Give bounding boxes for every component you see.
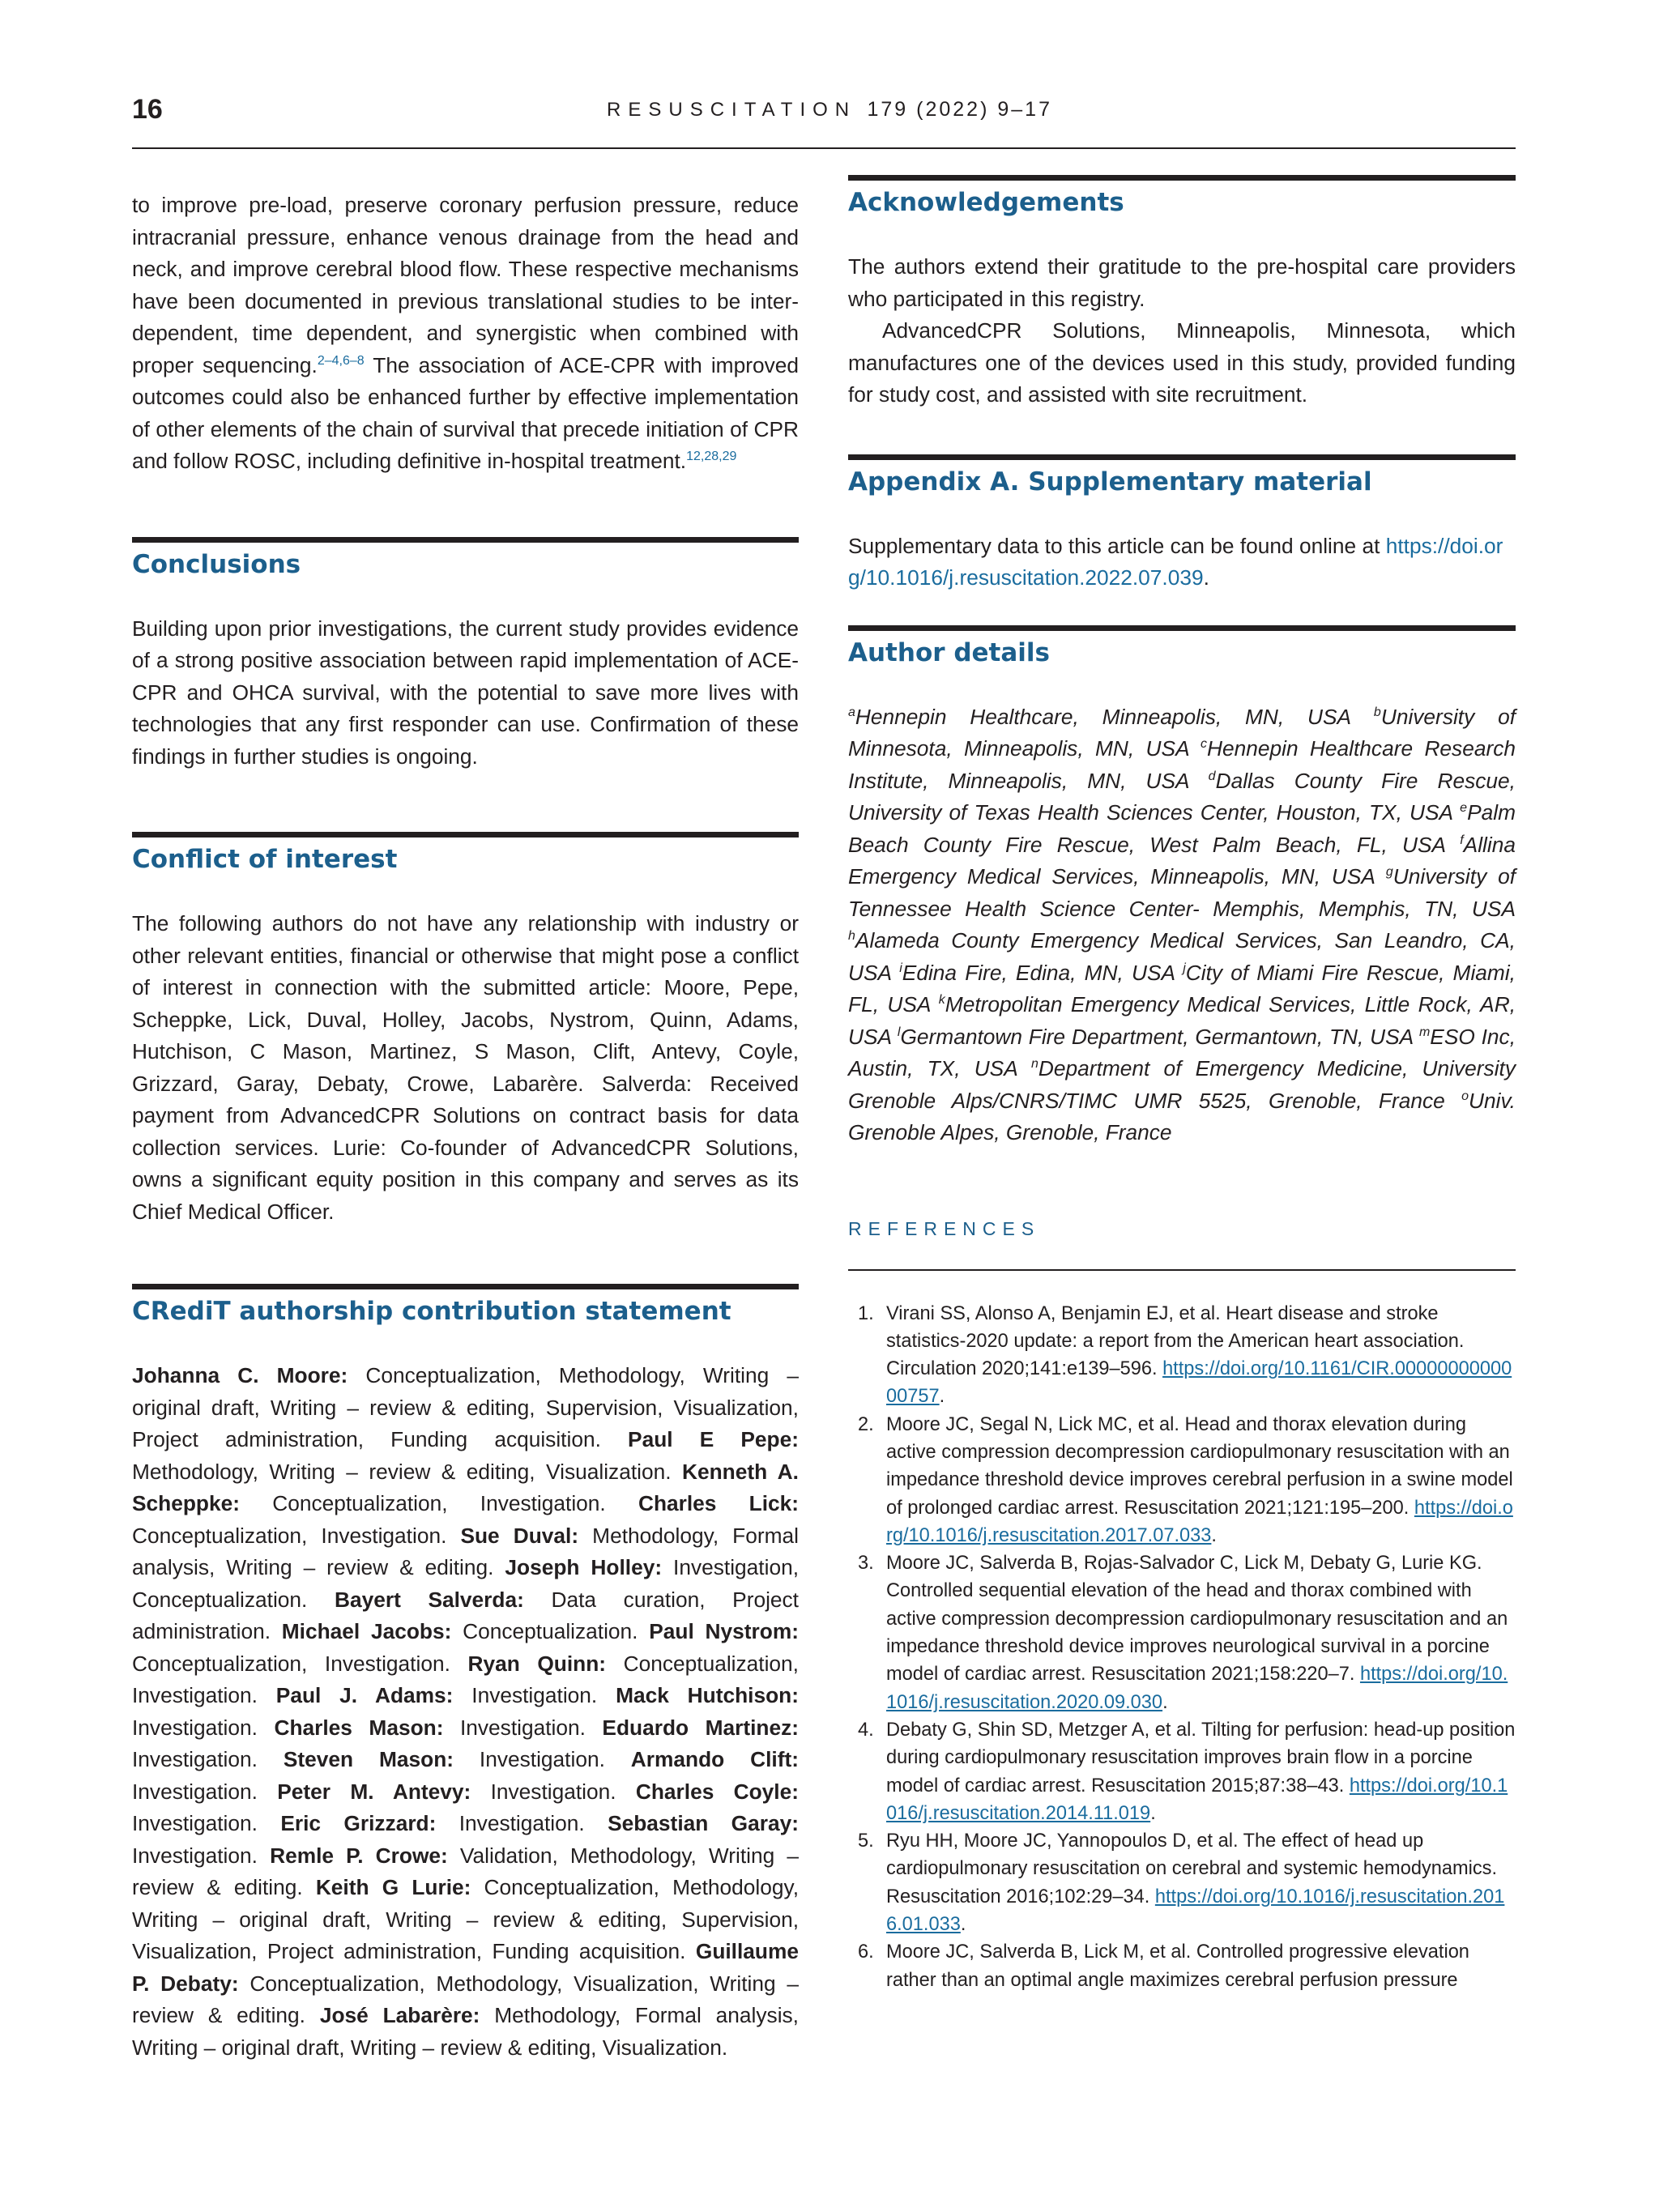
affiliation-text: Palm Beach County Fire Rescue, West Palm Beach, FL, USA [848, 800, 1516, 857]
affiliation-mark: a [848, 705, 855, 719]
credit-author-roles: Methodology, Formal analysis, Writing – original draft, Writing – review & editing, Visualization. [132, 2003, 799, 2060]
conclusions-body: Building upon prior investigations, the current study provides evidence of a strong positive association between rapid implementation of ACE-CPR and OHCA survival, with the potential to save more lives with technologies that any first responder can use. Confirmation of these findings in further studies is ongoing. [132, 616, 799, 769]
acknowledgements-p2: AdvancedCPR Solutions, Minneapolis, Minnesota, which manufactures one of the devices used in this study, provided funding for study cost, and assisted with site recruitment. [848, 318, 1516, 407]
affiliation-mark: f [1460, 833, 1464, 847]
affiliation-text: University of Minnesota, Minneapolis, MN, USA [848, 704, 1516, 761]
affiliation-text: Department of Emergency Medicine, University Grenoble Alps/CNRS/TIMC UMR 5525, Grenoble, France [848, 1056, 1516, 1113]
reference-doi-link[interactable]: https://doi.org/10.1016/j.resuscitation.2017.07.033 [886, 1497, 1513, 1546]
affiliation-mark: l [897, 1025, 901, 1039]
reference-number: 5. [858, 1831, 874, 1852]
affiliation-mark: o [1461, 1089, 1469, 1103]
author-details-heading: Author details [848, 625, 1516, 680]
credit-author-name: Armando Clift: [630, 1747, 799, 1771]
reference-end: . [1162, 1691, 1168, 1713]
reference-doi-link[interactable]: https://doi.org/10.1016/j.resuscitation.2014.11.019 [886, 1775, 1508, 1824]
reference-number: 3. [858, 1553, 874, 1575]
affiliations [848, 701, 1516, 1149]
credit-author-roles: Investigation. [132, 1843, 271, 1868]
affiliation-mark: k [938, 993, 945, 1008]
reference-end: . [960, 1914, 966, 1936]
credit-author-roles: Investigation. [132, 1779, 278, 1804]
credit-author-roles: Methodology, Formal analysis, Writing – review & editing. [132, 1523, 800, 1579]
credit-heading: CRediT authorship contribution statement [132, 1284, 799, 1339]
acknowledgements-heading: Acknowledgements [848, 175, 1516, 230]
credit-author-name: Eric Grizzard: [280, 1811, 437, 1835]
affiliation-text: Hennepin Healthcare Research Institute, Minneapolis, MN, USA [848, 736, 1516, 793]
intro-text-1: to improve pre-load, preserve coronary perfusion pressure, reduce intracranial pressure, enhance venous drainage from the head and neck, and improve cerebral blood flow. These respective mechanisms have been documented in previous translational studies to be inter-dependent, time dependent, and synergistic when combined with proper sequencing. [132, 193, 799, 377]
right-column [848, 170, 1516, 1994]
credit-author-name: Sue Duval: [460, 1523, 579, 1548]
credit-author-roles: Investigation. [132, 1715, 275, 1740]
supplementary-link[interactable]: https://doi.org/10.1016/j.resuscitation.2022.07.039 [848, 533, 1503, 590]
reference-item [848, 1716, 1516, 1827]
reference-text: Ryu HH, Moore JC, Yannopoulos D, et al. The effect of head up cardiopulmonary resuscitation on cerebral and systemic hemodynamics. Resuscitation 2016;102:29–34. [886, 1831, 1498, 1907]
header-rule [132, 147, 1516, 149]
credit-author-name: Bayert Salverda: [334, 1587, 524, 1612]
credit-author-roles: Investigation. [454, 1747, 631, 1771]
affiliation-text: Dallas County Fire Rescue, University of Texas Health Sciences Center, Houston, TX, USA [848, 768, 1516, 825]
affiliation-text: Metropolitan Emergency Medical Services, Little Rock, AR, USA [848, 992, 1516, 1049]
credit-author-name: Sebastian Garay: [608, 1811, 799, 1835]
citation-marker[interactable]: 2–4,6–8 [317, 353, 365, 368]
reference-item [848, 1549, 1516, 1716]
affiliation-mark: e [1460, 801, 1468, 816]
affiliation-text: Hennepin Healthcare, Minneapolis, MN, USA [855, 704, 1374, 729]
affiliation-text: Alameda County Emergency Medical Services, San Leandro, CA, USA [848, 928, 1516, 985]
credit-author-roles: Conceptualization, Investigation. [132, 1523, 461, 1548]
credit-author-roles: Investigation. [132, 1811, 281, 1835]
credit-author-name: Peter M. Antevy: [277, 1779, 471, 1804]
intro-text-2: The association of ACE-CPR with improved outcomes could also be enhanced further by effective implementation of other elements of the chain of survival that precede initiation of CPR and follow ROSC, including definitive in-hospital treatment. [132, 352, 799, 473]
conclusions-heading: Conclusions [132, 537, 799, 592]
reference-number: 1. [858, 1302, 874, 1324]
reference-text: Virani SS, Alonso A, Benjamin EJ, et al. Heart disease and stroke statistics-2020 update: a report from the American heart association. Circulation 2020;141:e139–596. [886, 1302, 1465, 1380]
reference-text: Moore JC, Salverda B, Lick M, et al. Controlled progressive elevation rather than an optimal angle maximizes cerebral perfusion pressure [886, 1941, 1469, 1991]
reference-end: . [1211, 1524, 1217, 1546]
reference-doi-link[interactable]: https://doi.org/10.1161/CIR.0000000000000757 [886, 1358, 1512, 1408]
credit-author-name: Steven Mason: [283, 1747, 454, 1771]
affiliation-mark: j [1183, 961, 1186, 975]
credit-author-roles: Conceptualization, Investigation. [132, 1651, 799, 1707]
left-column [132, 170, 799, 2064]
citation-marker[interactable]: 12,28,29 [686, 450, 737, 464]
affiliations-body [848, 701, 1516, 1149]
credit-author-name: Paul Nystrom: [649, 1619, 799, 1643]
running-head [0, 98, 1659, 121]
intro-paragraph [132, 190, 799, 478]
credit-author-name: Paul E Pepe: [628, 1427, 800, 1451]
affiliation-text: City of Miami Fire Rescue, Miami, FL, USA [848, 960, 1516, 1016]
references-rule [848, 1269, 1516, 1271]
credit-body [132, 1360, 799, 2064]
credit-author-name: Mack Hutchison: [616, 1683, 799, 1707]
journal-citation: 179 (2022) 9–17 [867, 98, 1052, 121]
affiliation-text: ESO Inc, Austin, TX, USA [848, 1024, 1516, 1080]
conflict-heading: Conflict of interest [132, 832, 799, 887]
affiliation-mark: b [1373, 705, 1381, 719]
reference-doi-link[interactable]: https://doi.org/10.1016/j.resuscitation.2016.01.033 [886, 1886, 1505, 1936]
reference-number: 4. [858, 1719, 874, 1741]
affiliation-mark: h [848, 929, 855, 944]
credit-author-name: Charles Lick: [638, 1491, 800, 1515]
credit-author-name: Michael Jacobs: [281, 1619, 452, 1643]
reference-end: . [939, 1386, 945, 1408]
affiliation-text: University of Tennessee Health Science Center- Memphis, Memphis, TN, USA [848, 864, 1516, 921]
credit-author-name: Remle P. Crowe: [270, 1843, 448, 1868]
appendix-text: Supplementary data to this article can be found online at [848, 533, 1386, 558]
appendix-body [848, 531, 1516, 595]
affiliation-mark: g [1385, 865, 1393, 880]
affiliation-mark: c [1200, 737, 1207, 752]
appendix-heading: Appendix A. Supplementary material [848, 454, 1516, 509]
reference-text: Moore JC, Segal N, Lick MC, et al. Head and thorax elevation during active compression decompression cardiopulmonary resuscitation with an impedance threshold device improves cerebral perfusion in a swine model of prolonged cardiac arrest. Resuscitation 2021;121:195–200. [886, 1413, 1513, 1519]
credit-author-roles: Conceptualization, Methodology, Writing – original draft, Writing – review & editing, Supervision, Visualization, Project administration, Funding acquisition. [132, 1363, 799, 1451]
reference-item [848, 1300, 1516, 1411]
acknowledgements-p1: The authors extend their gratitude to the pre-hospital care providers who participated in this registry. [848, 254, 1516, 311]
page-number: 16 [132, 94, 163, 125]
credit-author-name: Eduardo Martinez: [602, 1715, 799, 1740]
credit-author-name: Guillaume P. Debaty: [132, 1939, 799, 1996]
credit-author-roles: Investigation, Conceptualization. [132, 1555, 799, 1612]
appendix-end: . [1203, 565, 1209, 590]
affiliation-mark: n [1031, 1057, 1038, 1072]
credit-author-name: José Labarère: [319, 2003, 480, 2027]
reference-text: Debaty G, Shin SD, Metzger A, et al. Tilting for perfusion: head-up position during cardiopulmonary resuscitation improves brain flow in a porcine model of cardiac arrest. Resuscitation 2015;87:38–43. [886, 1719, 1516, 1796]
affiliation-text: Germantown Fire Department, Germantown, TN, USA [900, 1024, 1419, 1049]
reference-number: 2. [858, 1413, 874, 1435]
conflict-body: The following authors do not have any relationship with industry or other relevant entities, financial or otherwise that might pose a conflict of interest in connection with the submitted article: Moore, Pepe, Scheppke, Lick, Duval, Holley, Jacobs, Nystrom, Quinn, Adams, Hutchison, C Mason, Martinez, S Mason, Clift, Antevy, Coyle, Grizzard, Garay, Debaty, Crowe, Labarère. Salverda: Received payment from AdvancedCPR Solutions on contract basis for data collection services. Lurie: Co-founder of AdvancedCPR Solutions, owns a significant equity position in this company and serves as its Chief Medical Officer. [132, 911, 799, 1224]
credit-author-name: Johanna C. Moore: [132, 1363, 348, 1387]
credit-author-roles: Conceptualization. [451, 1619, 650, 1643]
credit-author-name: Joseph Holley: [505, 1555, 663, 1579]
credit-author-roles: Data curation, Project administration. [132, 1587, 799, 1643]
reference-number: 6. [858, 1941, 874, 1963]
affiliation-text: Univ. Grenoble Alpes, Grenoble, France [848, 1088, 1516, 1144]
credit-author-roles: Conceptualization, Methodology, Writing – original draft, Writing – review & editing, Supervision, Visualization, Project administration, Funding acquisition. [132, 1875, 800, 1963]
reference-end: . [1150, 1802, 1156, 1824]
credit-author-roles: Investigation. [453, 1683, 616, 1707]
reference-item [848, 1938, 1516, 1994]
credit-author-name: Ryan Quinn: [467, 1651, 607, 1676]
affiliation-text: Allina Emergency Medical Services, Minneapolis, MN, USA [848, 832, 1516, 889]
credit-author-roles: Methodology, Writing – review & editing, Visualization. [132, 1459, 682, 1484]
affiliation-mark: i [899, 961, 902, 975]
credit-author-name: Charles Mason: [274, 1715, 444, 1740]
credit-author-name: Kenneth A. Scheppke: [132, 1459, 799, 1515]
credit-author-roles: Conceptualization, Methodology, Visualization, Writing – review & editing. [132, 1971, 799, 2027]
credit-author-roles: Investigation. [443, 1715, 603, 1740]
credit-author-roles: Investigation. [132, 1747, 284, 1771]
affiliation-mark: d [1208, 769, 1216, 783]
reference-item [848, 1827, 1516, 1938]
credit-author-name: Keith G Lurie: [315, 1875, 471, 1899]
affiliation-text: Edina Fire, Edina, MN, USA [902, 960, 1183, 985]
reference-item [848, 1411, 1516, 1549]
credit-author-name: Paul J. Adams: [275, 1683, 454, 1707]
credit-author-roles: Investigation. [471, 1779, 636, 1804]
affiliation-mark: m [1418, 1025, 1431, 1039]
credit-author-roles: Validation, Methodology, Writing – review & editing. [132, 1843, 800, 1899]
credit-author-roles: Conceptualization, Investigation. [132, 1651, 468, 1676]
reference-doi-link[interactable]: https://doi.org/10.1016/j.resuscitation.2020.09.030 [886, 1664, 1508, 1713]
reference-text: Moore JC, Salverda B, Rojas-Salvador C, Lick M, Debaty G, Lurie KG. Controlled sequential elevation of the head and thorax combined with active compression decompression cardiopulmonary resuscitation and an impedance threshold device improves neurological survival in a porcine model of cardiac arrest. Resuscitation 2021;158:220–7. [886, 1553, 1508, 1686]
credit-author-roles: Investigation. [436, 1811, 608, 1835]
journal-name: RESUSCITATION [607, 99, 857, 121]
references-label: REFERENCES [848, 1217, 1041, 1239]
reference-list [848, 1300, 1516, 1994]
credit-author-roles: Conceptualization, Investigation. [240, 1491, 638, 1515]
credit-author-name: Charles Coyle: [635, 1779, 799, 1804]
